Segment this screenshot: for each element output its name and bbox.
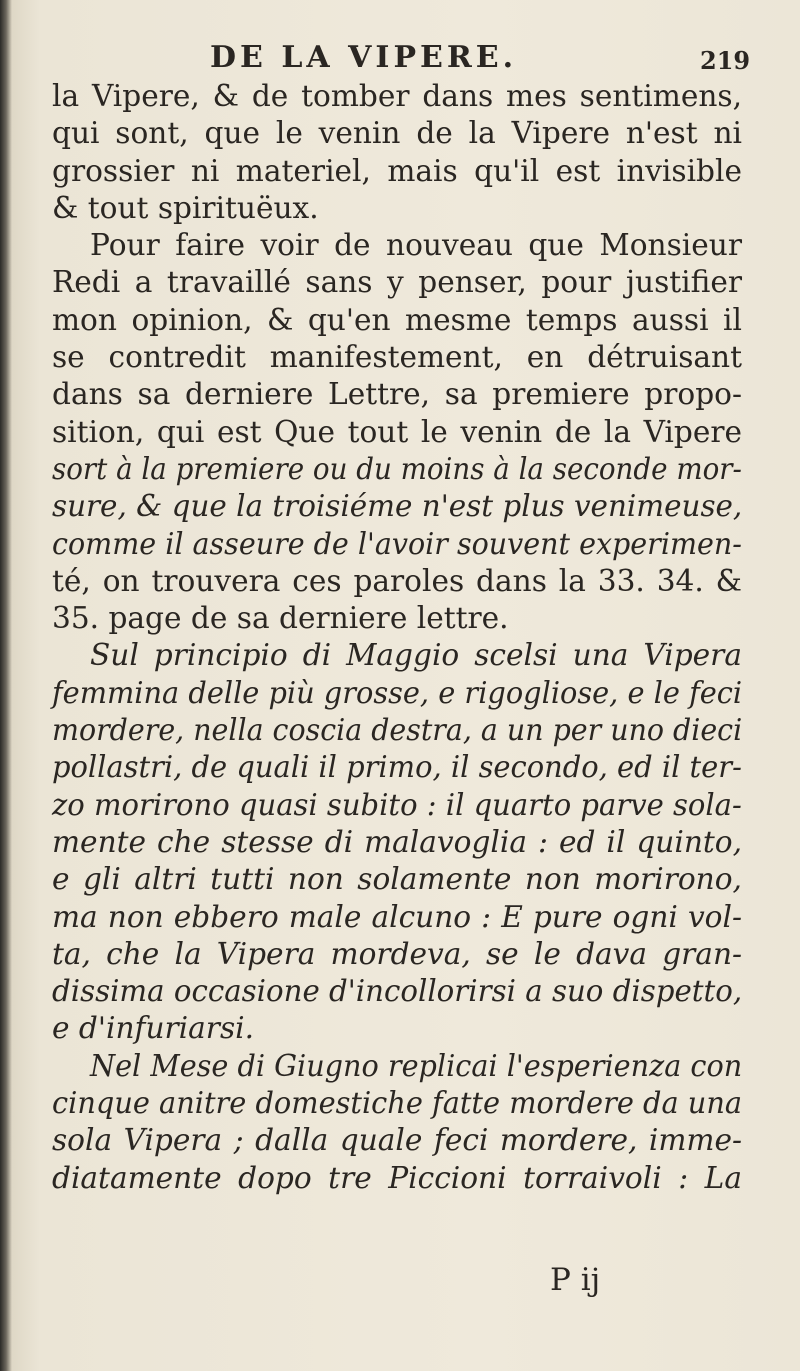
- text-line: [52, 1010, 742, 1047]
- text-line-content: té, on trouvera ces paroles dans la 33. 34. &: [52, 563, 743, 598]
- text-line-content: dissima occasione d'incollorirsi a suo dispetto,: [52, 974, 743, 1009]
- text-line-content: e d'infuriarsi.: [52, 1011, 254, 1046]
- text-line-content: zo morirono quasi subito : il quarto parve sola-: [52, 787, 742, 822]
- text-line-content: sola Vipera ; dalla quale feci mordere, imme-: [52, 1123, 742, 1158]
- text-line: [52, 1160, 742, 1197]
- text-line-content: sort à la premiere ou du moins à la seconde mor-: [52, 451, 742, 486]
- text-line: [52, 376, 742, 413]
- text-line: [52, 712, 742, 749]
- text-line: [52, 526, 742, 563]
- text-line: [52, 190, 742, 227]
- text-line-content: ta, che la Vipera mordeva, se le dava gran-: [52, 936, 743, 971]
- text-line-content: mente che stesse di malavoglia : ed il quinto,: [52, 824, 743, 859]
- text-line-content: Pour faire voir de nouveau que Monsieur: [90, 228, 742, 263]
- text-line: [52, 637, 742, 674]
- text-line-content: qui sont, que le venin de la Vipere n'est ni: [52, 116, 742, 151]
- text-line-content: sure, & que la troisiéme n'est plus venimeuse,: [52, 489, 743, 524]
- text-line-content: dans sa derniere Lettre, sa premiere propo-: [52, 377, 742, 412]
- text-line-content: comme il asseure de l'avoir souvent experimen-: [52, 526, 742, 561]
- text-line-content: & tout spirituëux.: [52, 190, 319, 225]
- text-line-content: grossier ni materiel, mais qu'il est invisible: [52, 153, 742, 188]
- text-line-content: se contredit manifestement, en détruisant: [52, 340, 742, 375]
- text-line: [52, 1085, 742, 1122]
- text-line: [52, 824, 742, 861]
- text-line-content: pollastri, de quali il primo, il secondo, ed il ter-: [52, 750, 742, 785]
- text-line-content: 35. page de sa derniere lettre.: [52, 601, 509, 636]
- text-line: [52, 899, 742, 936]
- text-line: [52, 563, 742, 600]
- signature-mark: P ij: [550, 1262, 601, 1298]
- text-line: [52, 115, 742, 152]
- body-text: [52, 78, 742, 1197]
- text-line-content: ma non ebbero male alcuno : E pure ogni vol-: [52, 899, 742, 934]
- text-line-content: cinque anitre domestiche fatte mordere da una: [52, 1086, 743, 1121]
- text-line-content: femmina delle più grosse, e rigogliose, e le feci: [52, 675, 743, 710]
- text-line: [52, 451, 742, 488]
- text-line: [52, 488, 742, 525]
- text-line: [52, 227, 742, 264]
- page-spine-shadow: [0, 0, 12, 1371]
- text-line: [52, 1122, 742, 1159]
- text-line: [52, 936, 742, 973]
- text-line-content: Redi a travaillé sans y penser, pour justifier: [52, 265, 743, 300]
- text-line-content: Sul principio di Maggio scelsi una Vipera: [90, 638, 742, 673]
- page-number: 219: [700, 46, 751, 75]
- text-line: [52, 600, 742, 637]
- text-line: [52, 339, 742, 376]
- text-line: [52, 78, 742, 115]
- text-line-content: mon opinion, & qu'en mesme temps aussi il: [52, 302, 742, 337]
- text-line: [52, 861, 742, 898]
- text-line: [52, 973, 742, 1010]
- text-line-content: e gli altri tutti non solamente non morirono,: [52, 862, 742, 897]
- text-line-content: diatamente dopo tre Piccioni torraivoli : La: [52, 1160, 742, 1195]
- text-line-content: sition, qui est Que tout le venin de la Vipere: [52, 414, 743, 449]
- text-line: [52, 414, 742, 451]
- text-line: [52, 1048, 742, 1085]
- text-line: [52, 302, 742, 339]
- text-line: [52, 787, 742, 824]
- text-line-content: Nel Mese di Giugno replicai l'esperienza con: [90, 1048, 743, 1083]
- text-line-content: la Vipere, & de tomber dans mes sentimens,: [52, 79, 742, 113]
- text-line: [52, 153, 742, 190]
- text-line: [52, 749, 742, 786]
- text-line-content: mordere, nella coscia destra, a un per uno dieci: [52, 713, 743, 748]
- text-line: [52, 264, 742, 301]
- text-line: [52, 675, 742, 712]
- running-head: DE LA VIPERE.: [210, 40, 518, 75]
